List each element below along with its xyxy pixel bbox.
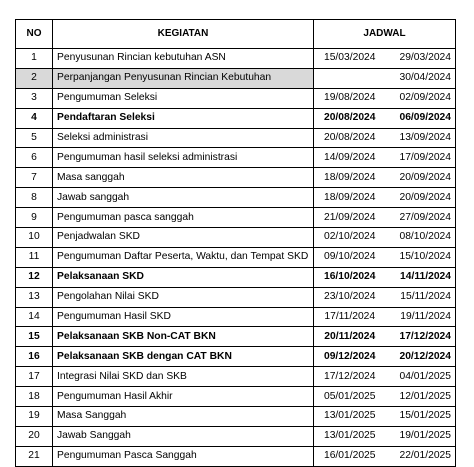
end-date-cell: 20/09/2024 [386,168,456,188]
table-row [16,128,456,148]
end-date-cell: 17/12/2024 [386,327,456,347]
end-date-cell: 15/01/2025 [386,407,456,427]
end-date-cell: 02/09/2024 [386,88,456,108]
end-date-cell: 27/09/2024 [386,208,456,228]
table-row [16,347,456,367]
start-date-cell: 17/12/2024 [314,367,386,387]
table-row [16,387,456,407]
table-row [16,49,456,69]
row-number: 20 [16,426,53,446]
end-date-cell: 06/09/2024 [386,108,456,128]
table-row [16,426,456,446]
start-date-cell: 23/10/2024 [314,287,386,307]
row-number: 19 [16,407,53,427]
end-date-cell: 04/01/2025 [386,367,456,387]
start-date-cell: 21/09/2024 [314,208,386,228]
row-number: 21 [16,446,53,466]
activity-cell: Masa Sanggah [53,407,314,427]
row-number: 18 [16,387,53,407]
activity-cell: Perpanjangan Penyusunan Rincian Kebutuhan [53,68,314,88]
row-number: 14 [16,307,53,327]
end-date-cell: 29/03/2024 [386,49,456,69]
activity-cell: Pengumuman Pasca Sanggah [53,446,314,466]
start-date-cell: 18/09/2024 [314,188,386,208]
row-number: 3 [16,88,53,108]
start-date-cell [314,68,386,88]
table-header [16,20,456,49]
activity-cell: Penyusunan Rincian kebutuhan ASN [53,49,314,69]
table-row [16,188,456,208]
activity-cell: Jawab Sanggah [53,426,314,446]
table-row [16,108,456,128]
start-date-cell: 09/12/2024 [314,347,386,367]
end-date-cell: 17/09/2024 [386,148,456,168]
table-body [16,49,456,467]
table-row [16,267,456,287]
start-date-cell: 19/08/2024 [314,88,386,108]
end-date-cell: 30/04/2024 [386,68,456,88]
row-number: 2 [16,68,53,88]
activity-cell: Pelaksanaan SKB Non-CAT BKN [53,327,314,347]
activity-cell: Seleksi administrasi [53,128,314,148]
activity-cell: Pengolahan Nilai SKD [53,287,314,307]
start-date-cell: 20/11/2024 [314,327,386,347]
end-date-cell: 20/09/2024 [386,188,456,208]
row-number: 13 [16,287,53,307]
row-number: 10 [16,228,53,248]
activity-cell: Pengumuman Daftar Peserta, Waktu, dan Tempat SKD [53,247,314,267]
table-row [16,446,456,466]
table-row [16,247,456,267]
table-row [16,228,456,248]
activity-cell: Pengumuman Seleksi [53,88,314,108]
header-schedule: JADWAL [314,20,456,49]
table-row [16,367,456,387]
activity-cell: Jawab sanggah [53,188,314,208]
table-row [16,327,456,347]
activity-cell: Integrasi Nilai SKD dan SKB [53,367,314,387]
start-date-cell: 02/10/2024 [314,228,386,248]
activity-cell: Pelaksanaan SKB dengan CAT BKN [53,347,314,367]
end-date-cell: 19/11/2024 [386,307,456,327]
activity-cell: Pendaftaran Seleksi [53,108,314,128]
activity-cell: Pengumuman Hasil SKD [53,307,314,327]
activity-cell: Masa sanggah [53,168,314,188]
header-activity: KEGIATAN [53,20,314,49]
table-row [16,88,456,108]
row-number: 16 [16,347,53,367]
row-number: 11 [16,247,53,267]
start-date-cell: 05/01/2025 [314,387,386,407]
start-date-cell: 13/01/2025 [314,426,386,446]
activity-cell: Pengumuman pasca sanggah [53,208,314,228]
row-number: 12 [16,267,53,287]
header-row [16,20,456,49]
table-row [16,407,456,427]
schedule-table [15,19,456,467]
header-no: NO [16,20,53,49]
start-date-cell: 20/08/2024 [314,108,386,128]
start-date-cell: 17/11/2024 [314,307,386,327]
table-row [16,168,456,188]
start-date-cell: 09/10/2024 [314,247,386,267]
row-number: 17 [16,367,53,387]
row-number: 8 [16,188,53,208]
start-date-cell: 16/10/2024 [314,267,386,287]
row-number: 9 [16,208,53,228]
start-date-cell: 18/09/2024 [314,168,386,188]
table-row [16,208,456,228]
start-date-cell: 14/09/2024 [314,148,386,168]
row-number: 6 [16,148,53,168]
end-date-cell: 14/11/2024 [386,267,456,287]
table-row [16,307,456,327]
end-date-cell: 22/01/2025 [386,446,456,466]
table-row [16,68,456,88]
end-date-cell: 20/12/2024 [386,347,456,367]
end-date-cell: 19/01/2025 [386,426,456,446]
row-number: 5 [16,128,53,148]
row-number: 1 [16,49,53,69]
end-date-cell: 12/01/2025 [386,387,456,407]
start-date-cell: 15/03/2024 [314,49,386,69]
row-number: 4 [16,108,53,128]
end-date-cell: 15/10/2024 [386,247,456,267]
activity-cell: Pengumuman hasil seleksi administrasi [53,148,314,168]
table-row [16,148,456,168]
row-number: 7 [16,168,53,188]
activity-cell: Pelaksanaan SKD [53,267,314,287]
activity-cell: Penjadwalan SKD [53,228,314,248]
end-date-cell: 15/11/2024 [386,287,456,307]
activity-cell: Pengumuman Hasil Akhir [53,387,314,407]
start-date-cell: 16/01/2025 [314,446,386,466]
start-date-cell: 20/08/2024 [314,128,386,148]
row-number: 15 [16,327,53,347]
end-date-cell: 08/10/2024 [386,228,456,248]
end-date-cell: 13/09/2024 [386,128,456,148]
start-date-cell: 13/01/2025 [314,407,386,427]
table-row [16,287,456,307]
